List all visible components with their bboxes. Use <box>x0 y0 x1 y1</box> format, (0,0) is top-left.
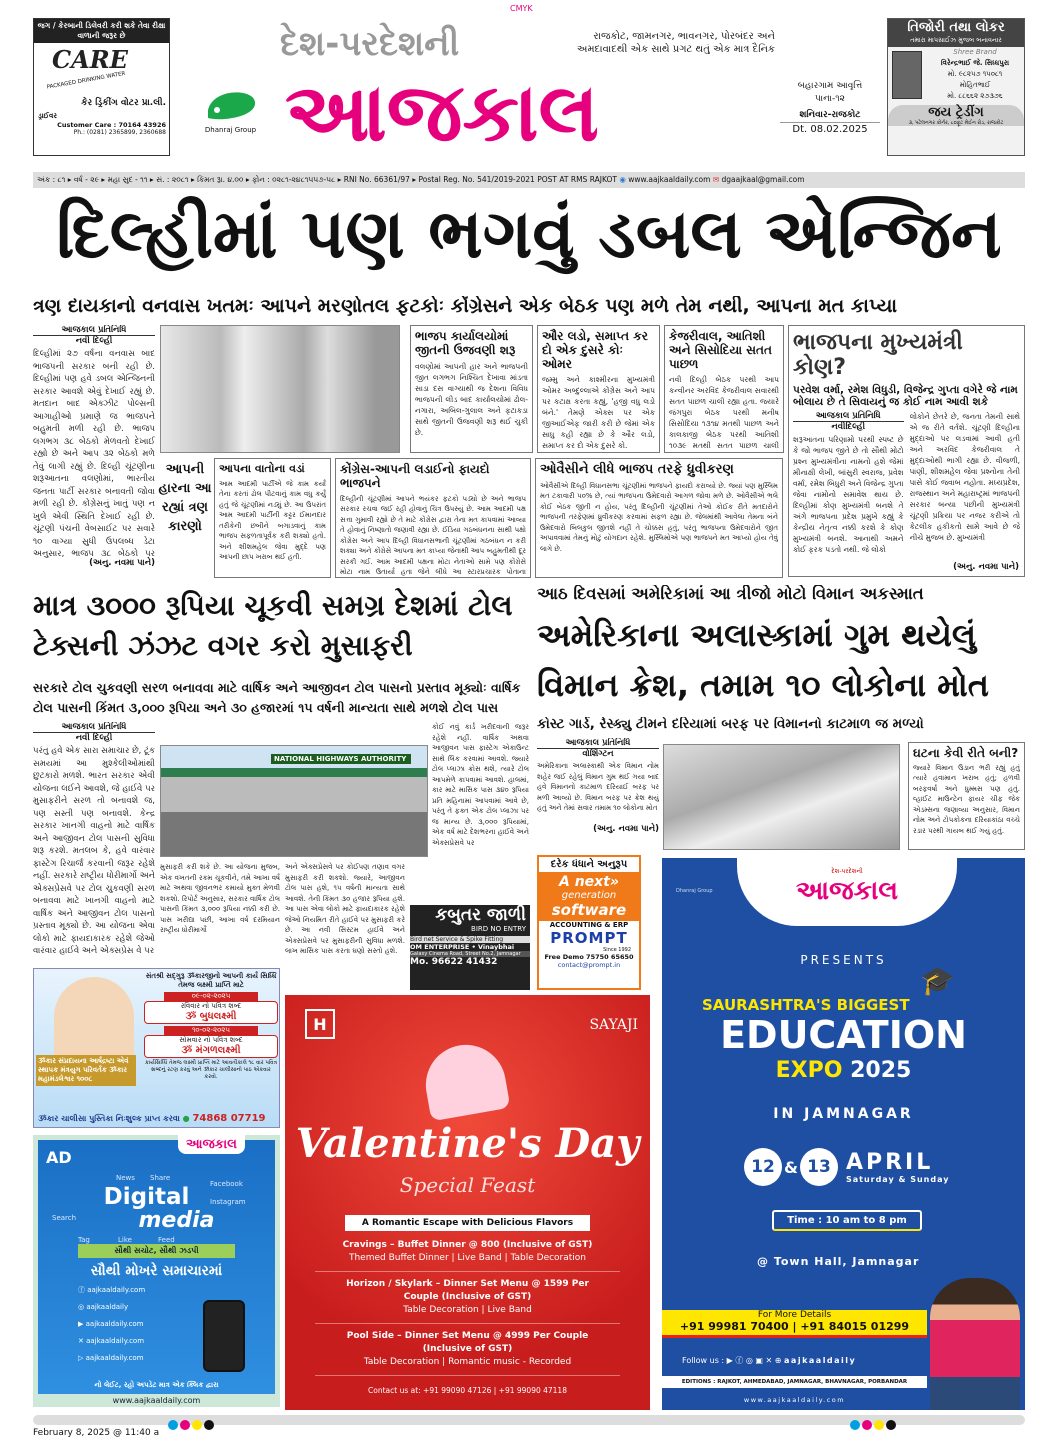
side-box-body: જમ્મુ અને કાશ્મીરના મુખ્યમંત્રી ઓમર અબ્દુલ્લાએ કોંગ્રેસ અને આપ પર કટાક્ષ કરતા કહ્યું, 'હજી વધુ લડો બંને.' તેમણે એક્સ પર એક જીઆઈએફ જારી કરી છે જેમાં એક સાધુ કહી રહ્યા છે કે ઔર લડો, સમાપ્ત કર દો એક દુસરે કો. <box>542 375 655 451</box>
contact: Contact us at: +91 99090 47126 | +91 99090 47118 <box>368 1386 567 1395</box>
care-water-ad[interactable] <box>33 18 170 156</box>
phone: 74868 07719 <box>192 1113 266 1124</box>
website: www.aajkaaldaily.com <box>112 1396 201 1405</box>
locker-ad[interactable] <box>887 18 1025 156</box>
reason-body: દિલ્હીની ચૂંટણીમાં આપને ભયંકર ફટકો પડ્યો છે અને ભાજપ સરકાર રચવા જઈ રહી હોવાનું ચિત્ર ઉપસ્યું છે. આમ આદમી પક્ષ સત્તા ગુમાવી રહ્યો છે તે માટે કોંગ્રેસ દ્વારા તેના મત કાપવામાં આવ્યા તે હોવાનું નિષ્ણાતો જણાવી રહ્યા છે. ઈંડિયા ગઠબંધનના સાથી પક્ષો કોંગ્રેસ અને આપ દિલ્હી વિધાનસભાની ચૂંટણીમાં ગઠબંધન ન કરી શક્યા અને કોંગ્રેસે આપના મત કાપ્યા જેનાથી આપ બહુમતીથી દૂર સરકી ગઈ. આમ આદમી પક્ષના મોટા નેતાઓ સામે પણ કોંગ્રેસે મોટા નામ ઉતાર્યા હતા જેને લીધે આ સ્ટારપ્રચારક પોતાના <box>340 494 526 577</box>
demo-phone: Free Demo 75750 65650 <box>544 953 634 961</box>
dateline: વોશિંગ્ટન <box>582 749 614 759</box>
handle-text: aajkaaldaily <box>86 1303 129 1311</box>
offer <box>315 1272 620 1324</box>
dateline: નવી દિલ્હી <box>75 336 113 346</box>
valentine-ad[interactable] <box>285 995 650 1410</box>
spiritual-ad[interactable] <box>33 968 280 1128</box>
email-link[interactable]: dgaajkaal@gmail.com <box>721 175 805 184</box>
toll-body-3: મુસાફરી કરી શકે છે. આ યોજના મુજબ, એક વખતની રકમ ચૂકવીને, તમે આખા વર્ષ માટે અથવા જીવનભર કમાયો મુક્ત મેળવી શકશો. રિપોર્ટ અનુસાર, સરકાર વાર્ષિક ટોલ પાસની કિંમત ૩,૦૦૦ રૂપિયા નક્કી કરી છે. પાસ ખરીદ્યા પછી, આખા વર્ષ દરમિયાન રાષ્ટ્રીય ધોરીમાર્ગો <box>160 863 280 934</box>
offer-title: Cravings – Buffet Dinner @ 800 (Inclusive of GST) <box>342 1240 593 1250</box>
tag-feed: Feed <box>158 1236 175 1244</box>
website-link[interactable]: www.aajkaaldaily.com <box>628 175 711 184</box>
headline: સૌથી મોખરે સમાચારમાં <box>90 1263 223 1279</box>
tag-search: Search <box>52 1214 77 1222</box>
website: www.aajkaaldaily.com <box>743 1396 846 1404</box>
intro: સંતશ્રી સદ્ગુરૂ ૐકારજીનો આપની કાર્ય સિધ્ધિ તેમજ લક્ષ્મી પ્રાપ્તિ માટે <box>145 972 277 989</box>
article-body: દિલ્હીમાં ૨૭ વર્ષના વનવાસ બાદ ભાજપની સરકાર બની રહી છે. દિલ્હીમાં પણ હવે ડબલ એન્જિનની સરકાર આવશે એવું દેખાઈ રહ્યું છે. મતદાન બાદ એક્ઝીટ પોલ્સની આગાહીઓ પ્રમાણે જ ભાજપને બહુમતી મળી રહી છે. ભાજપ લગભગ ૩૮ બેઠકો મેળવતો દેખાઈ રહ્યો છે અને આપ ૩૨ બેઠકો મળે તેવું લાગી રહ્યું છે. દિલ્હી ચૂંટણીના શરૂઆતના વલણોમાં, ભારતીય જનતા પાર્ટી સરકાર બનાવતી જોવા મળી રહી છે. કોંગ્રેસનું ખાતું પણ ન ખુલે એવી સ્થિતિ દેખાઈ રહી છે. ચૂંટણી પંચની વેબસાઈટ પર સવારે ૧૦ વાગ્યા સુધી ઉપલબ્ધ ડેટા અનુસાર, ભાજપ ૩૮ બેઠકો પર <box>33 349 155 558</box>
prompt-software-ad[interactable] <box>537 855 641 990</box>
bird-net-ad[interactable] <box>410 905 530 990</box>
offer-detail: Table Decoration | Romantic music - Recorded <box>363 1357 572 1367</box>
handle-text: aajkaaldaily.com <box>85 1320 144 1328</box>
side-box-body: વલણોમાં આપની હાર અને ભાજપની જીત લગભગ નિશ્ચિત દેખાવા માંડતા સાડા દસ વાગ્યાથી જ દેશના વિવિધ ભાજપની લીડ બાદ કાર્યાલયોમાં ઢોલ-નગારા, અબિલ-ગુલાલ અને ફટાકડા સાથે જીતની ઉજવણી શરૂ થઈ ચુકી છે. <box>415 361 528 437</box>
toll-body-2: કોઈ નવું કાર્ડ ખરીદવાની જરૂર રહેશે નહીં. વાર્ષિક અથવા આજીવન પાસ ફાસ્ટેગ એકાઉન્ટ સાથે લિંક કરવામાં આવશે. જ્યારે ટોલ પ્લાઝા ક્રોસ થશે, ત્યારે ટોલ આપમેળે કાપવામાં આવશે. હાલમાં, કાર માટે માસિક પાસ ૩૪૦ રૂપિયા પ્રતિ મહિનામાં આપવામાં આવે છે, પરંતુ તે ફક્ત એક ટોલ પ્લાઝા પર જ માન્ય છે. ૩,૦૦૦ રૂપિયામાં, એક વર્ષ માટે દેશભરના હાઈવે અને એક્સપ્રેસવે પર <box>432 723 529 847</box>
date2: ૧૦-૦૨-૨૦૨૫ <box>164 1026 258 1035</box>
byline: આજકાલ પ્રતિનિધિ <box>33 325 155 336</box>
plane-subheadline: કોસ્ટ ગાર્ડ, રેસ્ક્યુ ટીમને દરિયામાં બરફ પર વિમાનનો કાટમાળ જ મળ્યો <box>537 717 924 732</box>
info-bar: અંક : ૮૧ ▸ વર્ષ - ૨૯ ▸ મહા સુદ - ૧૧ ▸ સં. : ૨૦૮૧ ▸ કિંમત રૂા. ૪.૦૦ ▸ ફોન : ૦૨૮૧-૨૪૮૧૫૫૭-૫૮ ▸ RNI No. 66361/97 ▸ Postal Reg. No. 541/2019-2021 POST AT RMS RAJKOT ◉ www.aajkaaldaily.com ✉ dgaajkaal@gmail.com <box>33 172 1025 188</box>
dhanraj-logo: Dhanraj Group <box>676 888 713 894</box>
dhanraj-logo-icon <box>203 88 258 122</box>
toll-headline: માત્ર ૩૦૦૦ રૂપિયા ચૂકવી સમગ્ર દેશમાં ટોલ ટેક્સની ઝંઝટ વગર કરો મુસાફરી <box>33 589 513 662</box>
since: Since 1992 <box>603 947 631 953</box>
postal: Postal Reg. No. 541/2019-2021 POST AT RMS RAJKOT <box>418 175 617 184</box>
safe-image <box>892 51 922 99</box>
phone2: મો. ૮૮૬૬૨ ૨૭૩૭૬ <box>947 92 1003 100</box>
venue: @ Town Hall, Jamnagar <box>757 1255 920 1268</box>
issue: અંક : ૮૧ <box>37 175 66 184</box>
day2: 13 <box>800 1148 838 1186</box>
side-box-title: ઔર લડો, સમાપ્ત કર દો એક દુસરે કોઃ ઓમર <box>542 329 648 371</box>
toll-body-1: પરંતુ હવે એક સારા સમાચાર છે, ટૂંક સમયમાં આ મુશ્કેલીઓમાંથી છુટકારો મળશે. ભારત સરકાર એવી યોજના લઈને આવશે, જે હાઈવે પર મુસાફરીને સરળ તો બનાવશે જ, પણ સસ્તી પણ બનાવશે. કેન્દ્ર સરકાર ખાનગી વાહનો માટે વાર્ષિક અને આજીવન ટોલ પાસની સુવિધા શરૂ કરશે. મતલબ કે, હવે વારંવાર ફાસ્ટેગ રિચાર્જ કરવાની જરૂર રહેશે નહીં. સરકારે રાષ્ટ્રીય ધોરીમાર્ગો અને એક્સપ્રેસવે પર ટોલ ચુકવણી સરળ બનાવવા માટે ખાનગી વાહનો માટે વાર્ષિક અને આજીવન ટોલ પાસનો પ્રસ્તાવ મૂક્યો છે. આ યોજના એવા લોકો માટે ફાયદાકારક રહેશે જેઓ વારંવાર હાઈવે અને એક્સપ્રેસ વે પર <box>33 746 155 956</box>
plane-wreck-photo <box>663 744 900 850</box>
tag-tag: Tag <box>78 1236 90 1244</box>
ad-line1: A next» <box>559 874 619 890</box>
lead-headline: દિલ્હીમાં પણ ભગવું ડબલ એન્જિન <box>56 195 1002 274</box>
guru-title: ૐકાર સંપ્રદાયના આર્ષદ્રષ્ટા એવં સ્થાપક મંત્રયુગ પરિવર્તક ૐકાર મહામંડલેશ્વર ૧૦૦૮ <box>36 1055 136 1086</box>
mail-icon: ✉ <box>712 175 720 184</box>
ad-line3: software <box>551 901 627 919</box>
locker-title: તિજોરી તથા લોકર <box>888 19 1024 36</box>
year: વર્ષ - ૨૯ <box>73 175 100 184</box>
plane-body: અમેરિકાના અલાસ્કાથી એક વિમાન નોમ શહેર જઈ રહેલું વિમાન ગુમ થઈ ગયા બાદ હવે વિમાનનો કાટમાળ દરિયાઈ બરફ પર મળી આવ્યો છે. વિમાન બરફ પર ક્રેશ થયું હતું અને તેમાં સવાર તમામ ૧૦ લોકોના મોત <box>537 762 659 812</box>
side-box-2 <box>537 325 660 453</box>
reasons-label: આપની હારના આ રહ્યાં ત્રણ કારણો <box>158 462 212 534</box>
masthead-pretitle: દેશ-પરદેશની <box>280 24 460 64</box>
graduation-cap-icon: 🎓 <box>920 964 955 997</box>
cm-body-2: લોકોને છેતરે છે, જનતા તેમની સાથે એ જ રીતે વર્તશે. ચૂંટણી દિલ્હીના મુદ્દાઓ પર લડવામાં આવી હતી અને અરવિંદ કેજરીવાલ તે મુદ્દાઓથી ભાગી રહ્યા છે. વીજળી, પાણી, શીશમહેલ જેવા પ્રશ્નોના તેની પાસે કોઈ જવાબ નહોતા. મધ્યપ્રદેશ, રાજસ્થાન અને મહારાષ્ટ્રમાં ભાજપની સરકાર બન્યા પછીની મુખ્યમંત્રી ચૂંટણી પ્રક્રિયા પર નજર કરીએ તો કેટલીક હકીકતો સામે આવે છે જે નીચે મુજબ છે. મુખ્યમંત્રી <box>909 411 1020 542</box>
globe-icon: ◉ <box>619 175 626 184</box>
dateline: નવી દિલ્હી <box>75 733 113 743</box>
lead-subheadline: ત્રણ દાયકાનો વનવાસ ખતમઃ આપને મરણોતલ ફટકોઃ કોંગ્રેસને એક બેઠક પણ મળે તેમ નથી, આપના મત કાપ્યા <box>33 296 898 317</box>
reason-title: કોંગ્રેસ-આપની લડાઈનો ફાયદો ભાજપને <box>340 462 490 490</box>
facebook-handle[interactable] <box>78 1282 275 1299</box>
email: contact@prompt.in <box>557 961 621 969</box>
offer-title: Pool Side – Dinner Set Menu @ 4999 Per Couple (Inclusive of GST) <box>346 1331 589 1354</box>
special-feast: Special Feast <box>399 1173 536 1197</box>
color-mark-top: CMYK <box>510 4 533 13</box>
ad-title: કબુતર જાળી <box>435 905 526 925</box>
tithi: મહા સુદ - ૧૧ <box>107 175 148 184</box>
gift-heart <box>420 1039 511 1122</box>
offer <box>315 1324 620 1376</box>
handle-text: aajkaaldaily.com <box>86 1337 145 1345</box>
banner: A Romantic Escape with Delicious Flavors <box>345 1215 590 1231</box>
day-city: શનિવાર-રાજકોટ <box>780 109 880 123</box>
reason-title: આપના વાતોના વડાં <box>219 462 305 475</box>
side-box-body: નવી દિલ્હી બેઠક પરથી આપ કન્વીનર અરવિંદ કેજરીવાલ સવારથી સતત પાછળ ચાલી રહ્યા હતા. જયારે જંગપુરા બેઠક પરથી મનીષ સિસોદિયા ૧૩૧૪ મતથી પાછળ અને કાલકાજી બેઠક પરથી આતિશી ૧૦૩૯ મતથી સતત પાછળ ચાલી <box>669 375 779 451</box>
youtube-handle[interactable] <box>78 1316 275 1333</box>
price: કિંમત રૂા. ૪.૦૦ <box>197 175 244 184</box>
tag-share: Share <box>150 1174 171 1182</box>
handle: aajkaaldaily <box>784 1356 857 1365</box>
reason-2 <box>335 458 531 578</box>
toll-plaza-photo <box>160 745 428 857</box>
word1: ૐ બુધલક્ષ્મી <box>185 1011 237 1022</box>
ad-line4: ACCOUNTING & ERP <box>549 921 629 929</box>
phone2: +91 84015 01299 <box>800 1320 910 1333</box>
play-store-icon: ▷ <box>78 1354 86 1362</box>
footer: નો લેઈટ, રહો અપડેટ માત્ર એક ક્લિક દ્વારા <box>94 1381 219 1389</box>
day1: રવિવાર નો પવિત્ર શબ્દ <box>180 1002 242 1010</box>
edition: બહારગામ આવૃત્તિ <box>797 81 863 91</box>
locker-subtitle: તમારા માપસાઈઝ મુજબ બનાવનાર <box>888 36 1024 47</box>
ad-tagline: PACKAGED DRINKING WATER <box>46 70 126 91</box>
offer-title: Horizon / Skylark – Dinner Set Menu @ 1599 Per Couple (Inclusive of GST) <box>346 1279 589 1302</box>
plane-kicker: આઠ દિવસમાં અમેરિકામાં આ ત્રીજો મોટો વિમાન અકસ્માત <box>537 585 924 603</box>
headline-1: SAURASHTRA'S BIGGEST <box>702 996 910 1014</box>
continued: (અનુ. નવમા પાને) <box>89 558 155 568</box>
valentine-title: Valentine's Day <box>295 1120 640 1167</box>
headline-2: EDUCATION <box>720 1013 967 1057</box>
date1: ૦૯-૦૨-૨૦૨૫ <box>164 992 258 1001</box>
tag-instagram: Instagram <box>210 1198 246 1206</box>
offer-detail: Table Decoration | Live Band <box>403 1305 532 1315</box>
follow-label: Follow us : <box>682 1356 725 1365</box>
box-title: ઘટના કેવી રીતે બની? <box>913 746 1019 760</box>
sayaji-logo: SAYAJI <box>589 1017 638 1033</box>
cm-body-1: શરૂઆતના પરિણામો પરથી સ્પષ્ટ છે કે જો ભાજપ જીતે છે તો સૌથી મોટો પ્રશ્ન મુખ્યમંત્રીના નામનો હશે જેમાં મીનાક્ષી લેખી, બાંસુરી સ્વરાજ, પ્રવેશ વર્મા, રમેશ બિધુરી અને વિજેન્દ્ર ગુપ્તા જેવા નામોનો સમાવેશ થાય છે. દિલ્હીમાં કોણ મુખ્યમંત્રી બનશે તે અંગે ભાજપના પ્રદેશ પ્રમુખે કહ્યું કે કેન્દ્રીય નેતૃત્વ નક્કી કરશે કે કોણ મુખ્યમંત્રી બનશે. આનાથી અમને કોઈ ફરક પડતો નથી. જે લોકો <box>793 434 904 554</box>
whatsapp-icon: ● <box>182 1114 190 1123</box>
masthead-title: આજકાલ <box>285 66 599 159</box>
phone: ફોન : ૦૨૮૧-૨૪૮૧૫૫૭-૫૮ <box>251 175 336 184</box>
byline: આજકાલ પ્રતિનિધિ <box>537 738 659 749</box>
print-timestamp: February 8, 2025 @ 11:40 a <box>33 1428 160 1438</box>
x-handle[interactable] <box>78 1333 275 1350</box>
offer-detail: Themed Buffet Dinner | Live Band | Table Decoration <box>348 1253 587 1263</box>
box-body: જ્યારે વિમાન ઉડાન ભરી રહ્યું હતું ત્યારે હવામાન ખરાબ હતું; હળવી બરફવર્ષા અને ધુમ્મસ પણ હતું. વ્હાઈટ માઉન્ટેન ફાયર ચીફ જેક એડમ્સના જણાવ્યા અનુસાર, વિમાન નોમ અને ટોપકોકના દરિયાકાંઠા વચ્ચે રડાર પરથી ગાયબ થઈ ગયું હતું. <box>913 763 1020 835</box>
youtube-icon: ▶ <box>78 1320 86 1328</box>
month: APRIL <box>845 1149 934 1175</box>
facebook-icon: ⓕ <box>78 1286 88 1294</box>
phone-illustration <box>203 1300 245 1372</box>
samvat: સં. : ૨૦૮૧ <box>156 175 189 184</box>
prompt-logo: PROMPT <box>550 929 628 947</box>
side-box-1 <box>410 325 533 453</box>
side-box-title: કેજરીવાલ, આતિશી અને સિસોદિયા સતત પાછળ <box>669 329 772 371</box>
dhanraj-logo <box>203 88 258 134</box>
ad-service: Bird net Service & Spike Fitting <box>410 936 530 943</box>
edition-info <box>780 80 880 136</box>
ad-header: જગ / કેરબાની ડિલેવરી કરી શકે તેવા રીક્ષા વાળાની જરૂર છે <box>34 19 169 43</box>
handle-text: aajkaaldaily.com <box>85 1354 144 1362</box>
offer <box>315 1237 620 1272</box>
tagline: સૌથી સચોટ, સૌથી ઝડપી <box>78 1244 235 1258</box>
shop-name: જય ટ્રેડીંગ <box>888 105 1024 120</box>
side-box-title: ભાજપ કાર્યાલયોમાં જીતની ઉજવણી શરૂ <box>415 329 516 357</box>
reason-body: ઓવૈસીએ દિલ્હી વિધાનસભા ચૂંટણીમાં ભાજપને ફાયદો કરાવ્યો છે. જ્યાં પણ મુસ્લિમ મત ટકાવારી ૫૦% છે, ત્યાં ભાજપના ઉમેદવારો આગળ જોવા મળે છે. ઓવૈસીએ ભલે કોઈ બેઠક જીતી ન હોય, પરંતુ દિલ્હીની ચૂંટણીમાં તેઓ કોઈક રીતે મતદારોને ભાજપની તરફેણમાં ધ્રુવીકરણ કરવામાં સફળ રહ્યા છે. જેલમાંથી આવેલા તેમના બંને ઉમેદવારો બિલકુલ જીતશે નહીં તે ચોક્કસ હતું, પરંતુ ભાજપના ઉમેદવારોને જીત અપાવવામાં તેમનું મોટું યોગદાન રહેશે. મુસ્લિમોએ પણ ભાજપને મત આપ્યો હોય તેવું લાગે છે. <box>540 481 778 553</box>
presents: PRESENTS <box>800 953 887 967</box>
day1: 12 <box>744 1148 782 1186</box>
playstore-handle[interactable] <box>78 1350 275 1367</box>
toll-subheadline: સરકારે ટોલ ચુકવણી સરળ બનાવવા માટે વાર્ષિક અને આજીવન ટોલ પાસનો પ્રસ્તાવ મૂક્યોઃ વાર્ષિક ટોલ પાસની કિંમત ૩,૦૦૦ રૂપિયા અને ૩૦ હજારમાં ૧૫ વર્ષની માન્યતા સાથે મળશે ટોલ પાસ <box>33 680 521 715</box>
contact1: વિરેન્દ્રભાઈ જે. સિધ્ધપુરા <box>940 59 1010 67</box>
plane-headline: અમેરિકાના અલાસ્કામાં ગુમ થયેલું વિમાન ક્રેશ, તમામ ૧૦ લોકોના મોત <box>537 616 990 704</box>
ad-address: Galaxy Cinema Road, Street No.2, Jamnagar <box>410 951 530 957</box>
masthead-tagline: રાજકોટ, જામનગર, ભાવનગર, પોરબંદર અને અમદાવાદથી એક સાથે પ્રગટ થતું એક માત્ર દૈનિક <box>576 31 775 55</box>
media-title: media <box>138 1208 215 1233</box>
day2: સોમવાર નો પવિત્ર શબ્દ <box>179 1036 243 1044</box>
ad-phone: Mo. 96622 41432 <box>410 957 498 967</box>
plane-article <box>537 738 659 850</box>
tag-like: Like <box>118 1236 132 1244</box>
footer: ૐકાર ચાલીસા પુસ્તિકા નિઃશુલ્ક પ્રાપ્ત કરવા <box>38 1114 180 1123</box>
reason-1 <box>214 458 331 578</box>
expo-word: EXPO <box>775 1058 843 1083</box>
education-expo-ad[interactable]: Dhanraj Group દેશ-પરદેશની આજકાલ PRESENTS 🎓 SAURASHTRA'S BIGGEST EDUCATION EXPO 2025 IN JAMNAGAR 12 & 13 APRIL Saturday & Sunday Time : 10 am to 8 pm @ Town Hall, Jamnagar For More Details +91 99981 70400 | +91 84015 01299 Follow us : ▶ ⓕ ◎ ▣ ✕ ⊕ aajkaaldaily EDITIONS : RAJKOT, AHMEDABAD, JAMNAGAR, BHAVNAGAR, PORBANDAR www.aajkaaldaily.com <box>662 858 1025 1410</box>
lead-article <box>33 325 155 578</box>
aajkaal-tab: આજકાલ <box>178 1135 245 1154</box>
continued: (અનુ. નવમા પાને) <box>593 824 659 834</box>
cm-title: ભાજપના મુખ્યમંત્રી કોણ? <box>793 330 963 381</box>
phone: Ph.: (0281) 2365899, 2360688 <box>73 129 166 136</box>
tag-news: News <box>116 1174 135 1182</box>
handle-text: aajkaaldaily.com <box>87 1286 146 1294</box>
phone1: મો. ૯૮૨૫૭ ૧૫૦૮૧ <box>947 70 1003 78</box>
brand: Shree Brand <box>953 48 997 56</box>
reason-title: ઓવૈસીને લીધે ભાજપ તરફે ધ્રુવીકરણ <box>540 462 734 477</box>
leaders-photo <box>160 325 400 453</box>
city: IN JAMNAGAR <box>773 1106 914 1122</box>
date: Dt. 08.02.2025 <box>792 124 868 135</box>
student-photo <box>930 1278 1020 1410</box>
toll-col-1 <box>33 722 155 960</box>
reason-body: આમ આદમી પાર્ટીએ જે કામ કર્યાં તેના કરતાં ઢોલ પીટવાનું કામ વધુ કર્યું હતું જે ચૂંટણીમાં નડ્યું છે. આ ઉપરાંત આમ આદમી પાર્ટીની કટ્ટર ઈમાનદાર તરીકેની છબીને બગાડવાનું કામ ભાજપ સફળતાપૂર્વક કરી શક્યો હતો. અને શીશમહેલ જેવા મુદ્દે પણ આપની છાપ ખરાબ થઈ હતી. <box>219 479 326 562</box>
details-label: For More Details <box>757 1310 832 1320</box>
ad-logo: AD <box>46 1148 72 1167</box>
pages: પાના-૧૨ <box>815 94 845 104</box>
driver-badge: ડ્રાઈવર <box>38 112 57 120</box>
brand-title: આજકાલ <box>795 876 899 906</box>
cmyk-dots-left <box>168 1415 216 1434</box>
highway-sign: NATIONAL HIGHWAYS AUTHORITY <box>271 754 411 764</box>
cm-box <box>788 325 1025 577</box>
byline: આજકાલ પ્રતિનિધિ <box>793 411 904 422</box>
editions: EDITIONS : RAJKOT, AHMEDABAD, JAMNAGAR, BHAVNAGAR, PORBANDAR <box>662 1376 927 1388</box>
byline: આજકાલ પ્રતિનિધિ <box>33 722 155 733</box>
ad-heading: દરેક ધંધાને અનુરૂપ <box>550 859 628 870</box>
cm-subtitle: પરવેશ વર્મા, રમેશ વિધુડી, વિજેન્દ્ર ગુપ્તા વગેરે જે નામ બોલાય છે તે સિવાયનું જ કોઈ નામ આવી શકે <box>793 383 1018 408</box>
customer-care: Customer Care : 70164 43926 <box>57 121 166 129</box>
digital-title: Digital <box>103 1184 190 1210</box>
expo-year: 2025 <box>850 1058 912 1083</box>
ad-firm: OM ENTERPRISE • Vinaybhai <box>410 943 515 951</box>
reason-3 <box>535 458 783 578</box>
toll-body-4: અને એક્સપ્રેસવે પર કોઈપણ તણાવ વગર મુસાફરી કરી શકશો. જ્યારે, આજીવન ટોલ પાસ હશે, ૧૫ વર્ષની માન્યતા સાથે આવશે. તેની કિંમત ૩૦ હજાર રૂપિયા હશે. આ પાસ એવા લોકો માટે ફાયદાકારક રહેશે જેઓ નિયમિત રીતે હાઈવે પર મુસાફરી કરે છે. આ નવી સિસ્ટમ હાઈવે અને એક્સપ્રેસવે પર મુસાફરીની સુવિધા મળશે. લાખ માસિક પાસ કરતા ઘણો સસ્તો હશે. <box>285 863 405 955</box>
instagram-icon: ◎ <box>78 1303 87 1311</box>
hotel-logo: H <box>305 1009 335 1039</box>
cmyk-dots-right <box>850 1415 898 1434</box>
phone1: +91 99981 70400 <box>679 1320 789 1333</box>
social-icons[interactable]: ▶ ⓕ ◎ ▣ ✕ ⊕ <box>726 1356 782 1365</box>
digital-media-ad[interactable] <box>33 1135 280 1407</box>
note: કાર્યસિધ્ધિ તેમજ લક્ષ્મી પ્રાપ્તિ માટે આવતીકાલે ૧૮ વાર પવિત્ર શબ્દનું રટણ કરવું અને ૐકાર ચાલીસાનો પાઠ એકવાર કરવો. <box>145 1060 277 1080</box>
contact2: મોહિતભાઈ <box>959 81 991 89</box>
side-box-3 <box>664 325 784 453</box>
shop-address: ૩, પટેલનગર કોર્નર, ૮૦ફૂટ મેઈન રોડ, રાજકોટ <box>888 120 1024 126</box>
word2: ૐ મંગળલક્ષ્મી <box>181 1045 241 1056</box>
x-icon: ✕ <box>78 1337 87 1345</box>
instagram-handle[interactable] <box>78 1299 275 1316</box>
days: Saturday & Sunday <box>845 1174 950 1184</box>
ad-line2: generation <box>561 890 617 901</box>
how-it-happened-box <box>908 742 1025 850</box>
ad-sub: BIRD NO ENTRY <box>471 925 526 933</box>
care-logo: CARE <box>52 45 128 74</box>
dateline: નવીદિલ્હી <box>831 421 866 432</box>
amp: & <box>784 1157 798 1177</box>
time: Time : 10 am to 8 pm <box>772 1210 922 1231</box>
group-name: Dhanraj Group <box>204 126 257 134</box>
brand-pretitle: દેશ-પરદેશની <box>831 868 863 875</box>
rni: RNI No. 66361/97 <box>343 175 410 184</box>
continued: (અનુ. નવમા પાને) <box>953 562 1019 572</box>
company-name: કેર ડ્રિંકીંગ વોટર પ્રા.લી. <box>81 98 166 108</box>
guru-photo <box>54 977 134 1055</box>
tag-facebook: Facebook <box>210 1180 243 1188</box>
